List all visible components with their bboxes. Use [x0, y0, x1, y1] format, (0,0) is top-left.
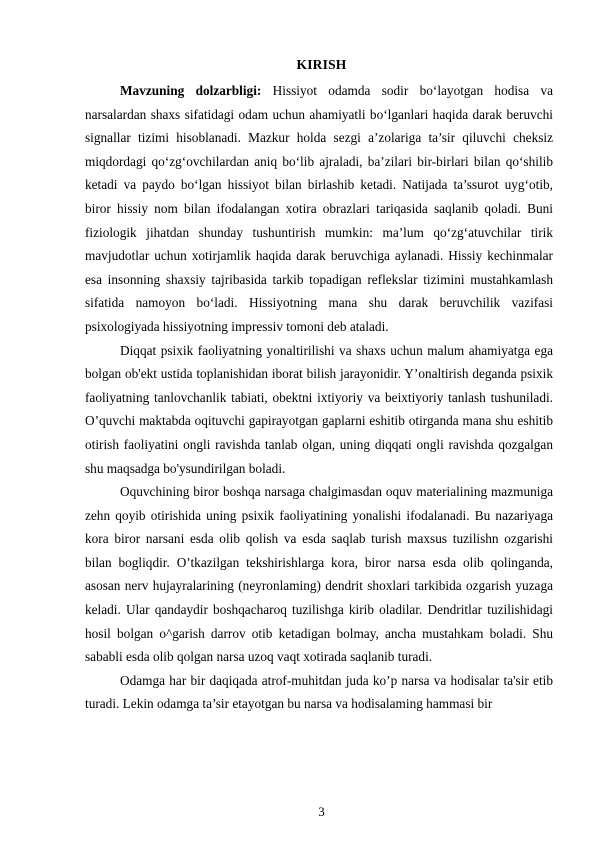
body-text: [85, 79, 553, 716]
paragraph-attention: [85, 339, 553, 481]
paragraph-text: Diqqat psixik faoliyatning yonaltirilishi va shaxs uchun malum ahamiyatga ega bolgan ob'ekt ustida toplanishidan iborat bilish jarayonidir. Y’onaltirish deganda psixik faoliyatning tanlovchanlik tabiati, obektni ixtiyoriy va beixtiyoriy tanlash tushuniladi. O’quvchi maktabda oqituvchi gapirayotgan gaplarni eshitib otirganda mana shu eshitib otirish faoliyatini ongli ravishda tanlab olgan, uning diqqati ongli ravishda qozgalgan shu maqsadga bo'ysundirilgan boladi.: [85, 342, 553, 476]
paragraph-environment: [85, 669, 553, 716]
paragraph-text: Odamga har bir daqiqada atrof-muhitdan juda ko’p narsa va hodisalar ta'sir etib turadi. Lekin odamga ta’sir etayotgan bu narsa va hodisalaming hammasi bir: [85, 672, 553, 712]
page-title: KIRISH: [296, 57, 347, 72]
paragraph-relevance: [85, 79, 553, 339]
page-number: 3: [318, 804, 325, 819]
paragraph-text: Hissiyot odamda sodir bo‘layotgan hodisa va narsalardan shaxs sifatidagi odam uchun ahamiyatli bo‘lganlari haqida darak beruvchi signallar tizimi hisoblanadi. Mazkur holda sezgi a’zolariga ta’sir qiluvchi cheksiz miqdordagi qo‘zg‘ovchilardan aniq bo‘lib ajraladi, ba’zilari bir-birlari bilan qo‘shilib ketadi va paydo bo‘lgan hissiyot bilan birlashib ketadi. Natijada ta’ssurot uyg‘otib, biror hissiy nom bilan ifodalangan xotira obrazlari tariqasida saqlanib qoladi. Buni fiziologik jihatdan shunday tushuntirish mumkin: ma’lum qo‘zg‘atuvchilar tirik mavjudotlar uchun xotirjamlik haqida darak beruvchiga aylanadi. Hissiy kechinmalar esa insonning shaxsiy tajribasida tarkib topadigan reflekslar tizimini mustahkamlash sifatida namoyon bo‘ladi. Hissiyotning mana shu darak beruvchilik vazifasi psixologiyada hissiyotning impressiv tomoni deb ataladi.: [85, 83, 553, 334]
paragraph-text: Oquvchining biror boshqa narsaga chalgimasdan oquv materialining mazmuniga zehn qoyib otirishida uning psixik faoliyatining yonalishi ifodalanadi. Bu nazariyaga kora biror narsani esda olib qolish va esda saqlab turish maxsus tuzilishn ozgarishi bilan bogliqdir. O’tkazilgan tekshirishlarga kora, biror narsa esda olib qolinganda, asosan nerv hujayralarining (neyronlaming) dendrit shoxlari tarkibida ozgarish yuzaga keladi. Ular qandaydir boshqacharoq tuzilishga kirib oladilar. Dendritlar tuzilishidagi hosil bolgan o^garish darrov otib ketadigan bolmay, ancha mustahkam boladi. Shu sababli esda olib qolgan narsa uzoq vaqt xotirada saqlanib turadi.: [85, 484, 553, 665]
paragraph-lead: Mavzuning dolzarbligi:: [120, 83, 262, 98]
paragraph-memory: [85, 480, 553, 669]
